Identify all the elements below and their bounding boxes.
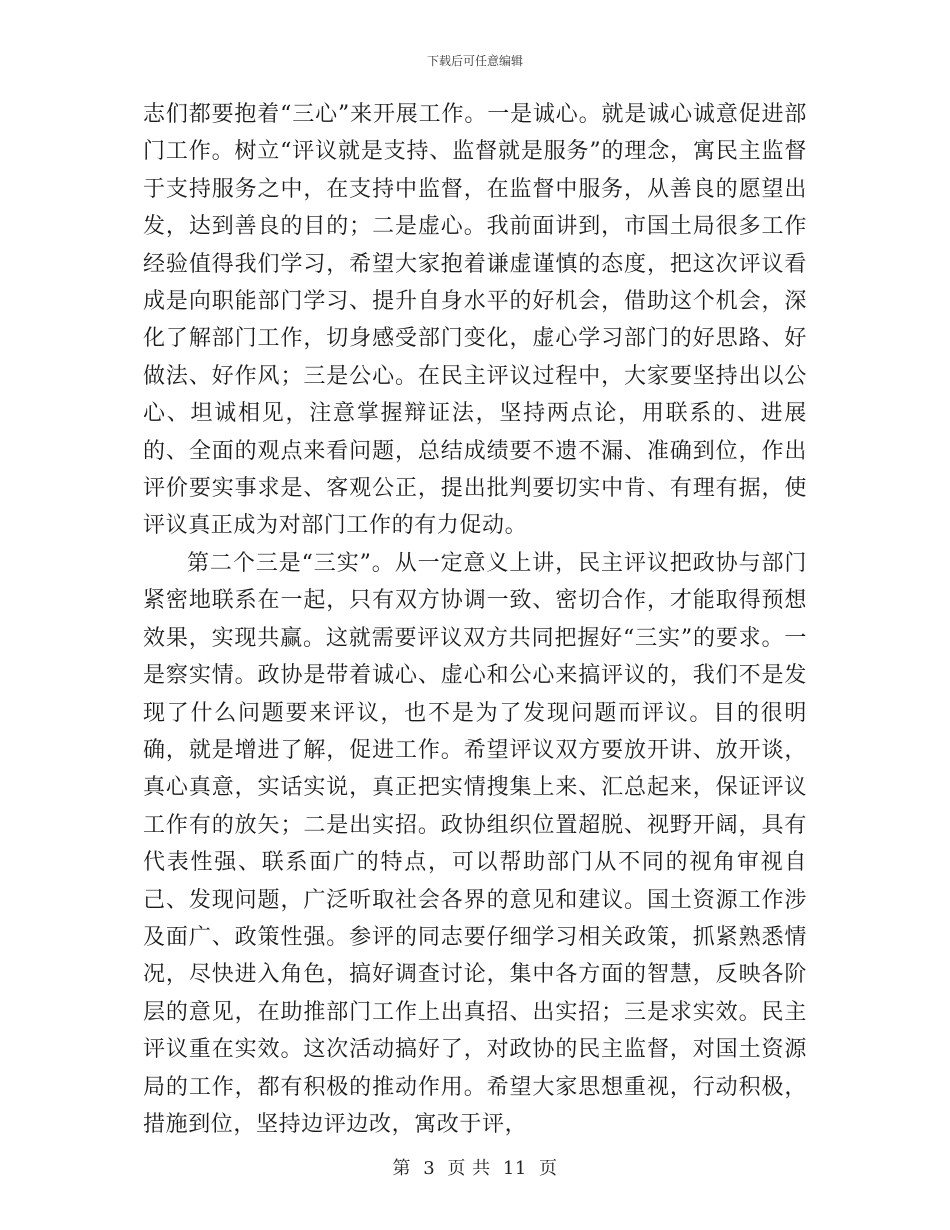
page-footer — [0, 1154, 950, 1180]
current-page-number: 3 — [423, 1158, 436, 1179]
footer-suffix: 页 — [539, 1158, 558, 1179]
page-header: 下载后可任意编辑 — [426, 54, 523, 68]
paragraph-1: 志们都要抱着“三心”来开展工作。一是诚心。就是诚心诚意促进部门工作。树立“评议就是支持、监督就是服务”的理念，寓民主监督于支持服务之中，在支持中监督，在监督中服务，从善良的愿望出发，达到善良的目的；二是虚心。我前面讲到，市国土局很多工作经验值得我们学习，希望大家抱着谦虚谨慎的态度，把这次评议看成是向职能部门学习、提升自身水平的好机会，借助这个机会，深化了解部门工作，切身感受部门变化，虚心学习部门的好思路、好做法、好作风；三是公心。在民主评议过程中，大家要坚持出以公心、坦诚相见，注意掌握辩证法，坚持两点论，用联系的、进展的、全面的观点来看问题，总结成绩要不遗不漏、准确到位，作出评价要实事求是、客观公正，提出批判要切实中肯、有理有据，使评议真正成为对部门工作的有力促动。 — [143, 102, 807, 539]
document-body — [143, 96, 807, 1143]
paragraph-2: 第二个三是“三实”。从一定意义上讲，民主评议把政协与部门紧密地联系在一起，只有双方协调一致、密切合作，才能取得预想效果，实现共赢。这就需要评议双方共同把握好“三实”的要求。一是察实情。政协是带着诚心、虚心和公心来搞评议的，我们不是发现了什么问题要来评议，也不是为了发现问题而评议。目的很明确，就是增进了解，促进工作。希望评议双方要放开讲、放开谈，真心真意，实话实说，真正把实情搜集上来、汇总起来，保证评议工作有的放矢；二是出实招。政协组织位置超脱、视野开阔，具有代表性强、联系面广的特点，可以帮助部门从不同的视角审视自己、发现问题，广泛听取社会各界的意见和建议。国土资源工作涉及面广、政策性强。参评的同志要仔细学习相关政策，抓紧熟悉情况，尽快进入角色，搞好调查讨论，集中各方面的智慧，反映各阶层的意见，在助推部门工作上出真招、出实招；三是求实效。民主评议重在实效。这次活动搞好了，对政协的民主监督，对国土资源局的工作，都有积极的推动作用。希望大家思想重视，行动积极，措施到位，坚持边评边改，寓改于评， — [143, 550, 807, 1137]
footer-middle: 页 共 — [447, 1158, 491, 1179]
footer-prefix: 第 — [392, 1158, 411, 1179]
total-page-count: 11 — [502, 1158, 527, 1179]
